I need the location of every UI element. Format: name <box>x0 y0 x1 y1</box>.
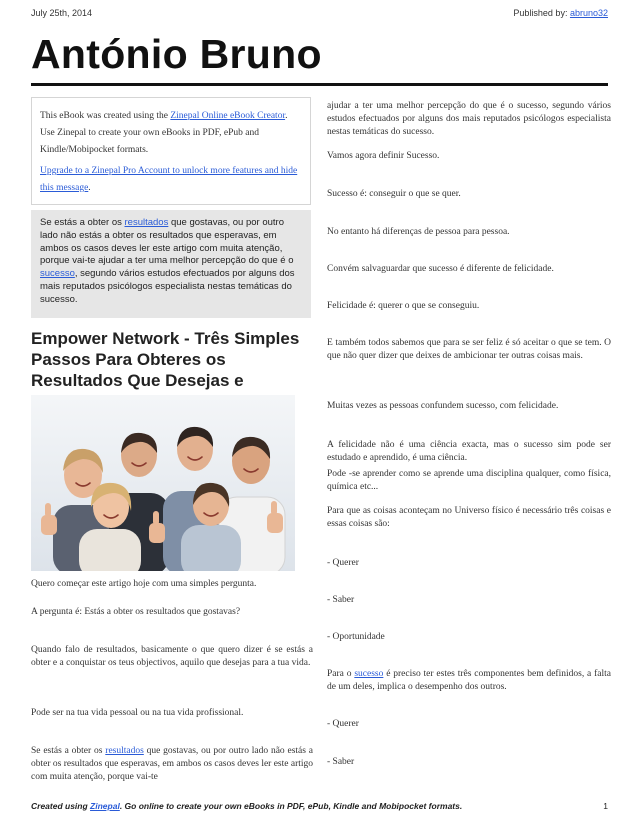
left-paragraph-5-post: que gostavas, ou por outro lado não estás a obter os resultados que esperavas, em ambos os casos deves ler este artigo com muita atenção, porque vai-te <box>31 746 314 782</box>
right-paragraph-15-post: é preciso ter estes três componentes bem definidos, a falta de um deles, implica o desempenho dos outros. <box>327 669 611 692</box>
zinepal-creator-link[interactable]: Zinepal Online eBook Creator <box>170 111 286 121</box>
right-paragraph-11: Para que as coisas aconteçam no Universo físico é necessário três coisas e essas coisas são: <box>327 506 611 529</box>
published-by-label: Published by: <box>513 8 570 18</box>
right-list-querer-2: - Querer <box>327 719 359 729</box>
right-list-querer: - Querer <box>327 558 359 568</box>
header-rule <box>31 83 608 86</box>
publish-date: July 25th, 2014 <box>31 8 93 18</box>
right-paragraph-15-pre: Para o <box>327 669 355 679</box>
footer-credit-post: . Go online to create your own eBooks in PDF, ePub, Kindle and Mobipocket formats. <box>119 801 463 811</box>
left-paragraph-5-pre: Se estás a obter os <box>31 746 106 756</box>
resultados-link[interactable]: resultados <box>124 217 169 228</box>
right-paragraph-6: Felicidade é: querer o que se conseguiu. <box>327 301 480 311</box>
group-photo-illustration <box>31 395 295 571</box>
right-list-oportunidade: - Oportunidade <box>327 632 385 642</box>
left-paragraph-5 <box>31 745 313 784</box>
right-paragraph-10: Pode -se aprender como se aprende uma disciplina qualquer, como física, química etc... <box>327 469 611 492</box>
right-paragraph-5: Convém salvaguardar que sucesso é diferente de felicidade. <box>327 264 554 274</box>
notice-upgrade-post: . <box>88 183 91 193</box>
left-paragraph-1: Quero começar este artigo hoje com uma simples pergunta. <box>31 579 257 589</box>
resultados-link-body[interactable]: resultados <box>105 746 144 756</box>
left-paragraph-2: A pergunta é: Estás a obter os resultados que gostavas? <box>31 607 241 617</box>
right-paragraph-7: E também todos sabemos que para se ser feliz é só aceitar o que se tem. O que não quer dizer que deixes de ambicionar ter outras coisas mais. <box>327 338 611 361</box>
right-paragraph-4: No entanto há diferenças de pessoa para pessoa. <box>327 227 510 237</box>
notice-text <box>40 108 302 159</box>
footer-credit <box>31 801 462 811</box>
published-by <box>513 8 608 18</box>
left-paragraph-4: Pode ser na tua vida pessoal ou na tua vida profissional. <box>31 708 244 718</box>
upgrade-pro-link[interactable]: Upgrade to a Zinepal Pro Account to unlock more features and hide this message <box>40 166 298 193</box>
teaser-text-1: Se estás a obter os <box>40 217 125 228</box>
sucesso-link-body[interactable]: sucesso <box>354 669 384 679</box>
footer-credit-pre: Created using <box>31 801 91 811</box>
article-title: Empower Network - Três Simples Passos Para Obteres os Resultados Que Desejas e <box>31 329 300 390</box>
page-number: 1 <box>603 801 608 811</box>
teaser-text-3: , segundo vários estudos efectuados por alguns dos mais reputados psicólogos especialista nestas temáticas do sucesso. <box>40 268 295 305</box>
article-photo <box>31 395 295 571</box>
notice-text-post: . Use Zinepal to create your own eBooks in PDF, ePub and Kindle/Mobipocket formats. <box>40 111 288 155</box>
page-footer <box>31 801 608 815</box>
article-teaser <box>31 210 311 318</box>
publisher-link[interactable]: abruno32 <box>569 8 608 18</box>
right-paragraph-9: A felicidade não é uma ciência exacta, mas o sucesso sim pode ser estudado e aprendido, é uma ciência. <box>327 440 611 463</box>
notice-text-pre: This eBook was created using the <box>40 111 171 121</box>
right-paragraph-15 <box>327 668 611 694</box>
right-paragraph-2: Vamos agora definir Sucesso. <box>327 151 440 161</box>
right-paragraph-1: ajudar a ter uma melhor percepção do que é o sucesso, segundo vários estudos efectuados por alguns dos mais reputados psicólogos especialista nestas temáticas do sucesso. <box>327 101 611 137</box>
author-name: António Bruno <box>31 31 322 77</box>
right-list-saber-2: - Saber <box>327 757 355 767</box>
sucesso-link[interactable]: sucesso <box>40 268 75 280</box>
notice-upgrade <box>40 163 302 197</box>
right-paragraph-8: Muitas vezes as pessoas confundem sucesso, com felicidade. <box>327 401 559 411</box>
teaser-text-2: que gostavas, ou por outro lado não estás a obter os resultados que esperavas, em ambos os casos deves ler este artigo com muita atenção, porque vai-te ajudar a ter uma melhor percepção do que é o <box>40 217 294 267</box>
zinepal-notice-box <box>31 97 311 205</box>
page-header <box>31 8 608 22</box>
right-paragraph-3: Sucesso é: conseguir o que se quer. <box>327 189 461 199</box>
right-list-saber: - Saber <box>327 595 355 605</box>
zinepal-footer-link[interactable]: Zinepal <box>90 801 120 811</box>
left-paragraph-3: Quando falo de resultados, basicamente o que quero dizer é se estás a obter e a conquistar os teus objectivos, aquilo que desejas para a tua vida. <box>31 645 313 668</box>
